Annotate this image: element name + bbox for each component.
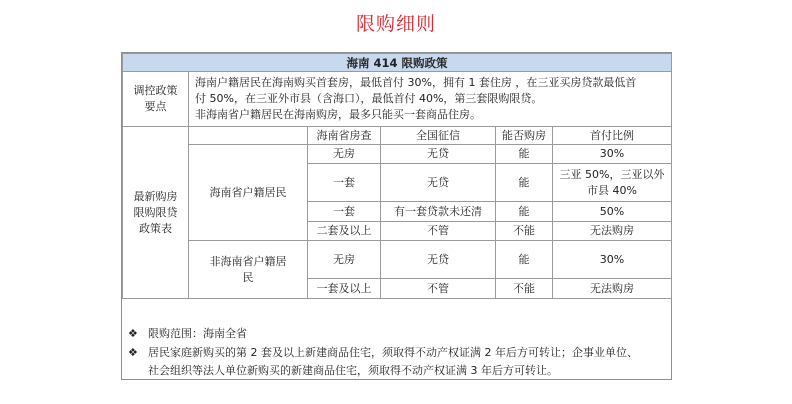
nonlocal-group-line: 非海南省户籍居 <box>209 254 287 268</box>
cell-credit: 不管 <box>381 222 496 241</box>
section-label <box>123 127 189 299</box>
cell-credit: 无贷 <box>381 145 496 164</box>
cell-house: 无房 <box>308 241 381 279</box>
note-text <box>148 344 656 380</box>
policy-line: 非海南省户籍居民在海南购房，最多只能买一套商品住房。 <box>195 108 481 121</box>
cell-credit: 无贷 <box>381 164 496 202</box>
section-label-line: 政策表 <box>139 221 172 235</box>
cell-down-payment: 30% <box>553 241 672 279</box>
down-payment-line: 三亚 50%，三亚以外 <box>559 167 665 181</box>
policy-line: 付 50%，在三亚外市县（含海口），最低首付 40%，第三套限购限贷。 <box>195 92 543 105</box>
note-transfer <box>128 344 656 380</box>
table-row <box>123 241 672 279</box>
section-label-line: 限购限贷 <box>133 205 178 219</box>
note-scope <box>128 325 656 343</box>
cell-house: 无房 <box>308 145 381 164</box>
policy-line: 海南户籍居民在海南购买首套房，最低首付 30%，拥有 1 套住房 ，在三亚买房贷款最低首 <box>195 76 637 89</box>
cell-down-payment: 50% <box>553 202 672 222</box>
column-header: 首付比例 <box>553 127 672 145</box>
cell-can-buy: 能 <box>496 202 553 222</box>
policy-table-frame <box>121 52 672 380</box>
cell-credit: 不管 <box>381 279 496 299</box>
diamond-bullet-icon: ❖ <box>128 346 138 359</box>
policy-label-line: 要点 <box>144 100 167 113</box>
note-line: 社会组织等法人单位新购买的新建商品住宅，须取得不动产权证满 3 年后方可转让。 <box>148 364 558 377</box>
nonlocal-group-label <box>189 241 308 299</box>
page-title: 限购细则 <box>355 13 436 35</box>
cell-down-payment: 无法购房 <box>553 222 672 241</box>
notes-section <box>122 319 671 379</box>
policy-label <box>123 72 189 127</box>
column-header-row <box>123 127 672 145</box>
cell-can-buy: 能 <box>496 241 553 279</box>
note-text: 限购范围：海南全省 <box>148 327 247 340</box>
table-header: 海南 414 限购政策 <box>123 54 672 72</box>
cell-house: 一套 <box>308 164 381 202</box>
policy-label-line: 调控政策 <box>133 84 178 97</box>
cell-credit: 无贷 <box>381 241 496 279</box>
table-header-row <box>123 54 672 72</box>
table-row <box>123 145 672 164</box>
nonlocal-group-line: 民 <box>242 270 254 284</box>
cell-can-buy: 不能 <box>496 222 553 241</box>
blank-header-cell <box>189 127 308 145</box>
cell-house: 一套 <box>308 202 381 222</box>
cell-credit: 有一套贷款未还清 <box>381 202 496 222</box>
section-label-line: 最新购房 <box>133 189 178 203</box>
down-payment-line: 市县 40% <box>587 183 637 197</box>
cell-can-buy: 能 <box>496 164 553 202</box>
cell-can-buy: 不能 <box>496 279 553 299</box>
diamond-bullet-icon: ❖ <box>128 327 138 340</box>
column-header: 海南省房查 <box>308 127 381 145</box>
cell-house: 二套及以上 <box>308 222 381 241</box>
column-header: 能否购房 <box>496 127 553 145</box>
cell-house: 一套及以上 <box>308 279 381 299</box>
cell-can-buy: 能 <box>496 145 553 164</box>
policy-row <box>123 72 672 127</box>
cell-down-payment: 30% <box>553 145 672 164</box>
column-header: 全国征信 <box>381 127 496 145</box>
cell-down-payment: 无法购房 <box>553 279 672 299</box>
policy-table <box>122 53 672 299</box>
policy-text <box>189 72 672 127</box>
cell-down-payment <box>553 164 672 202</box>
local-group-label: 海南省户籍居民 <box>189 145 308 241</box>
note-line: 居民家庭新购买的第 2 套及以上新建商品住宅，须取得不动产权证满 2 年后方可转让；企事业单位、 <box>148 346 638 359</box>
